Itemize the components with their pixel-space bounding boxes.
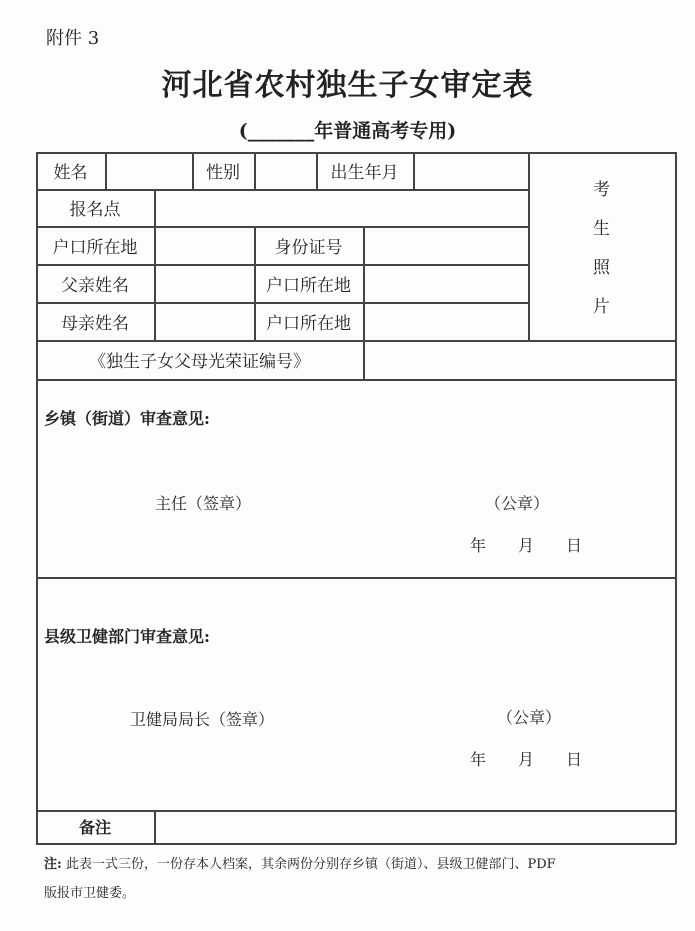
county-date: 年 月 日 xyxy=(470,750,583,769)
county-seal: （公章） xyxy=(497,708,562,727)
photo-label-char: 生 xyxy=(593,219,610,239)
photo-box[interactable] xyxy=(528,152,675,340)
certificate-label: 《独生子女父母光荣证编号》 xyxy=(89,352,310,372)
mother-name-field[interactable] xyxy=(154,302,254,340)
mother-hukou-label: 户口所在地 xyxy=(266,313,351,334)
gender-label: 性别 xyxy=(206,163,240,183)
township-signer: 主任（签章） xyxy=(155,494,252,513)
father-name-field[interactable] xyxy=(154,264,254,302)
footnote-line2: 版报市卫健委。 xyxy=(44,886,136,901)
id-number-field[interactable] xyxy=(363,226,528,264)
township-seal: （公章） xyxy=(485,494,550,513)
photo-label-char: 考 xyxy=(593,180,610,200)
name-label: 姓名 xyxy=(53,163,88,183)
township-review-heading: 乡镇（街道）审查意见: xyxy=(44,409,210,428)
father-hukou-field[interactable] xyxy=(363,264,528,302)
birth-label: 出生年月 xyxy=(330,163,399,183)
note-label: 注: xyxy=(44,857,62,872)
father-hukou-label: 户口所在地 xyxy=(266,275,351,296)
father-name-label: 父亲姓名 xyxy=(61,275,129,296)
subtitle-paren: ( xyxy=(238,120,248,142)
attachment-label: 附件 3 xyxy=(46,28,100,49)
photo-label-char: 片 xyxy=(593,297,610,317)
registration-field[interactable] xyxy=(154,189,528,226)
id-number-label: 身份证号 xyxy=(274,237,343,258)
county-review-heading: 县级卫健部门审查意见: xyxy=(44,627,210,646)
birth-field[interactable] xyxy=(413,152,528,189)
year-blank[interactable]: _______ xyxy=(247,120,315,142)
county-signer: 卫健局局长（签章） xyxy=(130,710,275,729)
name-field[interactable] xyxy=(105,152,192,189)
footnote-line1 xyxy=(44,853,556,872)
remarks-label: 备注 xyxy=(78,818,111,837)
township-date: 年 月 日 xyxy=(470,536,583,555)
note-text: 此表一式三份，一份存本人档案，其余两份分别存乡镇（街道）、县级卫健部门、PDF xyxy=(65,857,556,872)
registration-label: 报名点 xyxy=(69,200,121,220)
hukou-label: 户口所在地 xyxy=(52,237,138,258)
subtitle-text: 年普通高考专用) xyxy=(314,120,457,142)
subtitle xyxy=(0,116,695,143)
hukou-field[interactable] xyxy=(154,226,254,264)
gender-field[interactable] xyxy=(254,152,316,189)
remarks-field[interactable] xyxy=(154,810,675,843)
photo-label-char: 照 xyxy=(593,258,610,278)
certificate-field[interactable] xyxy=(363,340,675,379)
mother-hukou-field[interactable] xyxy=(363,302,528,340)
page-title: 河北省农村独生子女审定表 xyxy=(161,68,534,103)
mother-name-label: 母亲姓名 xyxy=(61,313,129,334)
